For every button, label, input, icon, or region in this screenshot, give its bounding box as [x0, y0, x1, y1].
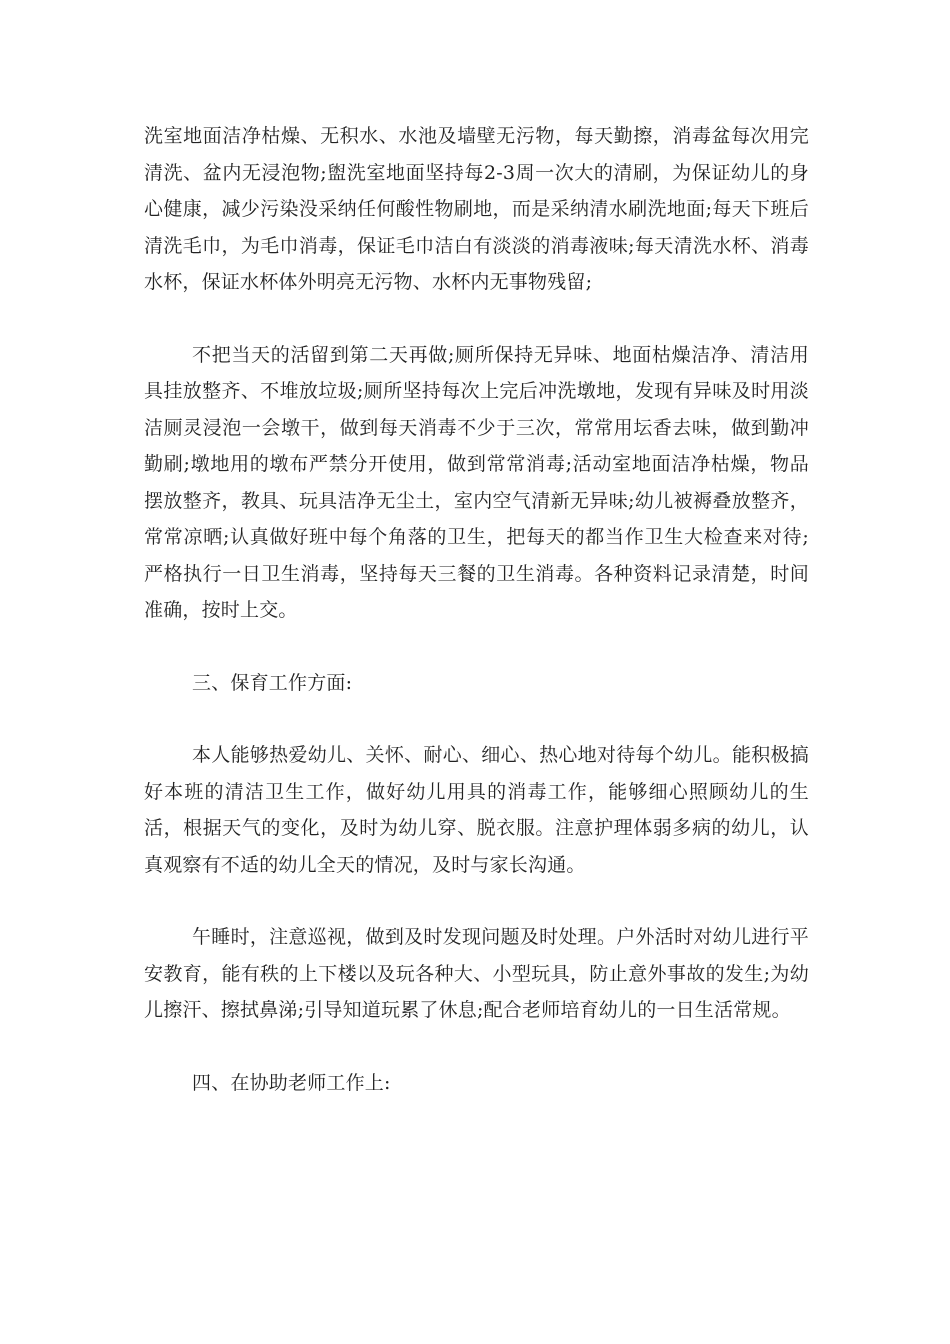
section-heading-childcare: 三、保育工作方面:	[192, 671, 353, 694]
paragraph-daily-hygiene: 不把当天的活留到第二天再做;厕所保持无异味、地面枯燥洁净、清洁用具挂放整齐、不堆放垃圾;厕所坚持每次上完后冲洗墩地，发现有异味及时用淡洁厕灵浸泡一会墩干，做到每天消毒不少于三次，常常用坛香去味，做到勤冲勤刷;墩地用的墩布严禁分开使用，做到常常消毒;活动室地面洁净枯燥，物品摆放整齐，教具、玩具洁净无尘土，室内空气清新无异味;幼儿被褥叠放整齐，常常凉晒;认真做好班中每个角落的卫生，把每天的都当作卫生大检查来对待;严格执行一日卫生消毒，坚持每天三餐的卫生消毒。各种资料记录清楚，时间准确，按时上交。	[144, 343, 809, 621]
document-body	[144, 118, 809, 1137]
paragraph-childcare-work: 本人能够热爱幼儿、关怀、耐心、细心、热心地对待每个幼儿。能积极搞好本班的清洁卫生工作，做好幼儿用具的消毒工作，能够细心照顾幼儿的生活，根据天气的变化，及时为幼儿穿、脱衣服。注意护理体弱多病的幼儿，认真观察有不适的幼儿全天的情况，及时与家长沟通。	[144, 744, 809, 876]
paragraph-nap-safety: 午睡时，注意巡视，做到及时发现问题及时处理。户外活时对幼儿进行平安教育，能有秩的上下楼以及玩各种大、小型玩具，防止意外事故的发生;为幼儿擦汗、擦拭鼻涕;引导知道玩累了休息;配合老师培育幼儿的一日生活常规。	[144, 926, 809, 1021]
section-heading-assisting-teacher: 四、在协助老师工作上:	[192, 1071, 391, 1094]
paragraph-washroom-cleaning: 洗室地面洁净枯燥、无积水、水池及墙壁无污物，每天勤擦，消毒盆每次用完清洗、盆内无浸泡物;盥洗室地面坚持每2-3周一次大的清刷，为保证幼儿的身心健康，减少污染没采纳任何酸性物刷地，而是采纳清水刷洗地面;每天下班后清洗毛巾，为毛巾消毒，保证毛巾洁白有淡淡的消毒液味;每天清洗水杯、消毒水杯，保证水杯体外明亮无污物、水杯内无事物残留;	[144, 125, 809, 293]
